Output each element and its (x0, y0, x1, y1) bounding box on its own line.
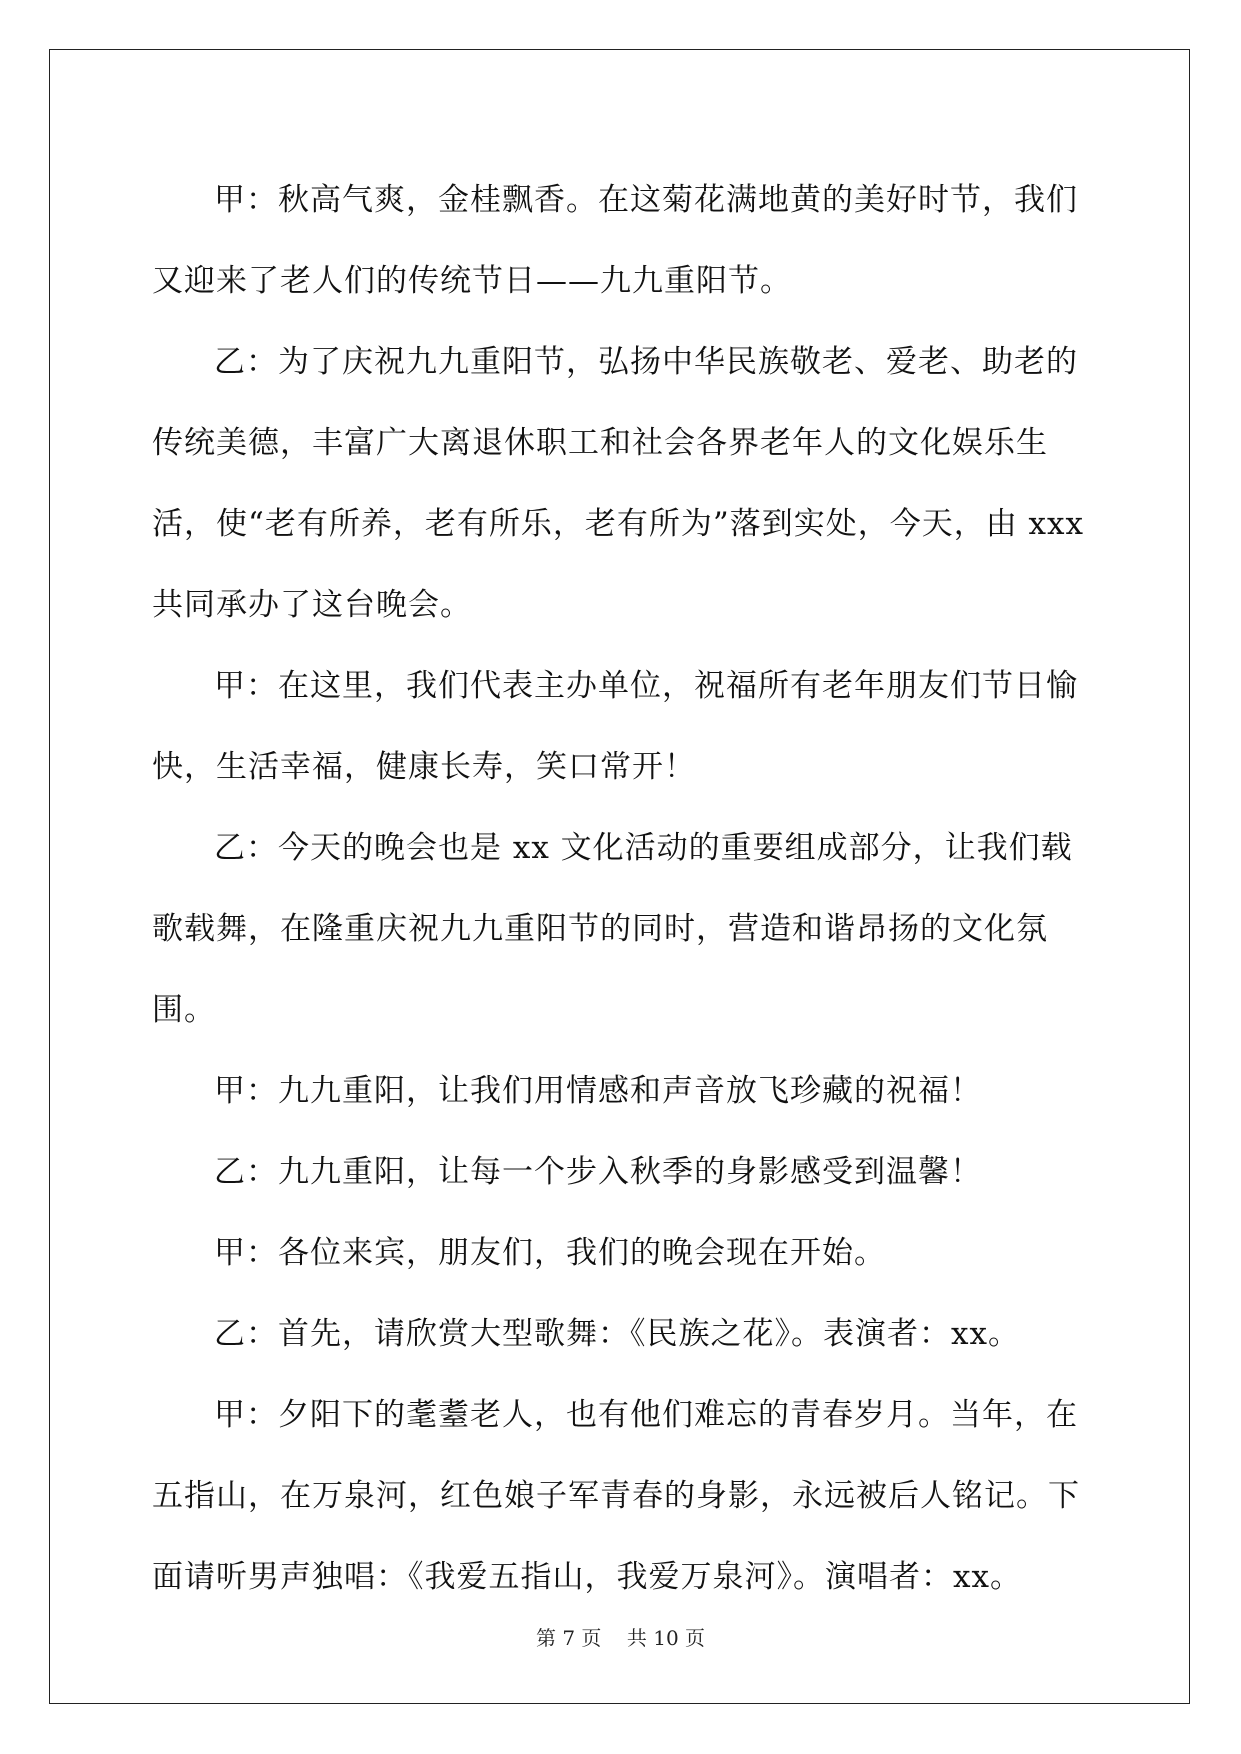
paragraph: 乙：为了庆祝九九重阳节，弘扬中华民族敬老、爱老、助老的传统美德，丰富广大离退休职工和社会各界老年人的文化娱乐生活，使“老有所养，老有所乐，老有所为”落到实处，今天，由 xxx 共同承办了这台晚会。 (152, 344, 1084, 623)
document-body (152, 160, 1092, 1618)
paragraph: 甲：各位来宾，朋友们，我们的晚会现在开始。 (214, 1235, 886, 1271)
paragraph: 甲：秋高气爽，金桂飘香。在这菊花满地黄的美好时节，我们又迎来了老人们的传统节日——九九重阳节。 (152, 182, 1078, 299)
paragraph: 乙：今天的晚会也是 xx 文化活动的重要组成部分，让我们载歌载舞，在隆重庆祝九九重阳节的同时，营造和谐昂扬的文化氛围。 (152, 830, 1073, 1028)
paragraph: 甲：九九重阳，让我们用情感和声音放飞珍藏的祝福！ (214, 1073, 982, 1109)
paragraph: 乙：九九重阳，让每一个步入秋季的身影感受到温馨！ (214, 1154, 982, 1190)
page-number: 第 7 页 (535, 1626, 602, 1650)
paragraph: 乙：首先，请欣赏大型歌舞：《民族之花》。表演者：xx。 (214, 1316, 1020, 1352)
page-footer (0, 1622, 1241, 1651)
page-total: 共 10 页 (626, 1626, 706, 1650)
paragraph: 甲：夕阳下的耄耋老人，也有他们难忘的青春岁月。当年，在五指山，在万泉河，红色娘子军青春的身影，永远被后人铭记。下面请听男声独唱：《我爱五指山，我爱万泉河》。演唱者：xx。 (152, 1397, 1080, 1595)
paragraph: 甲：在这里，我们代表主办单位，祝福所有老年朋友们节日愉快，生活幸福，健康长寿，笑口常开！ (152, 668, 1078, 785)
